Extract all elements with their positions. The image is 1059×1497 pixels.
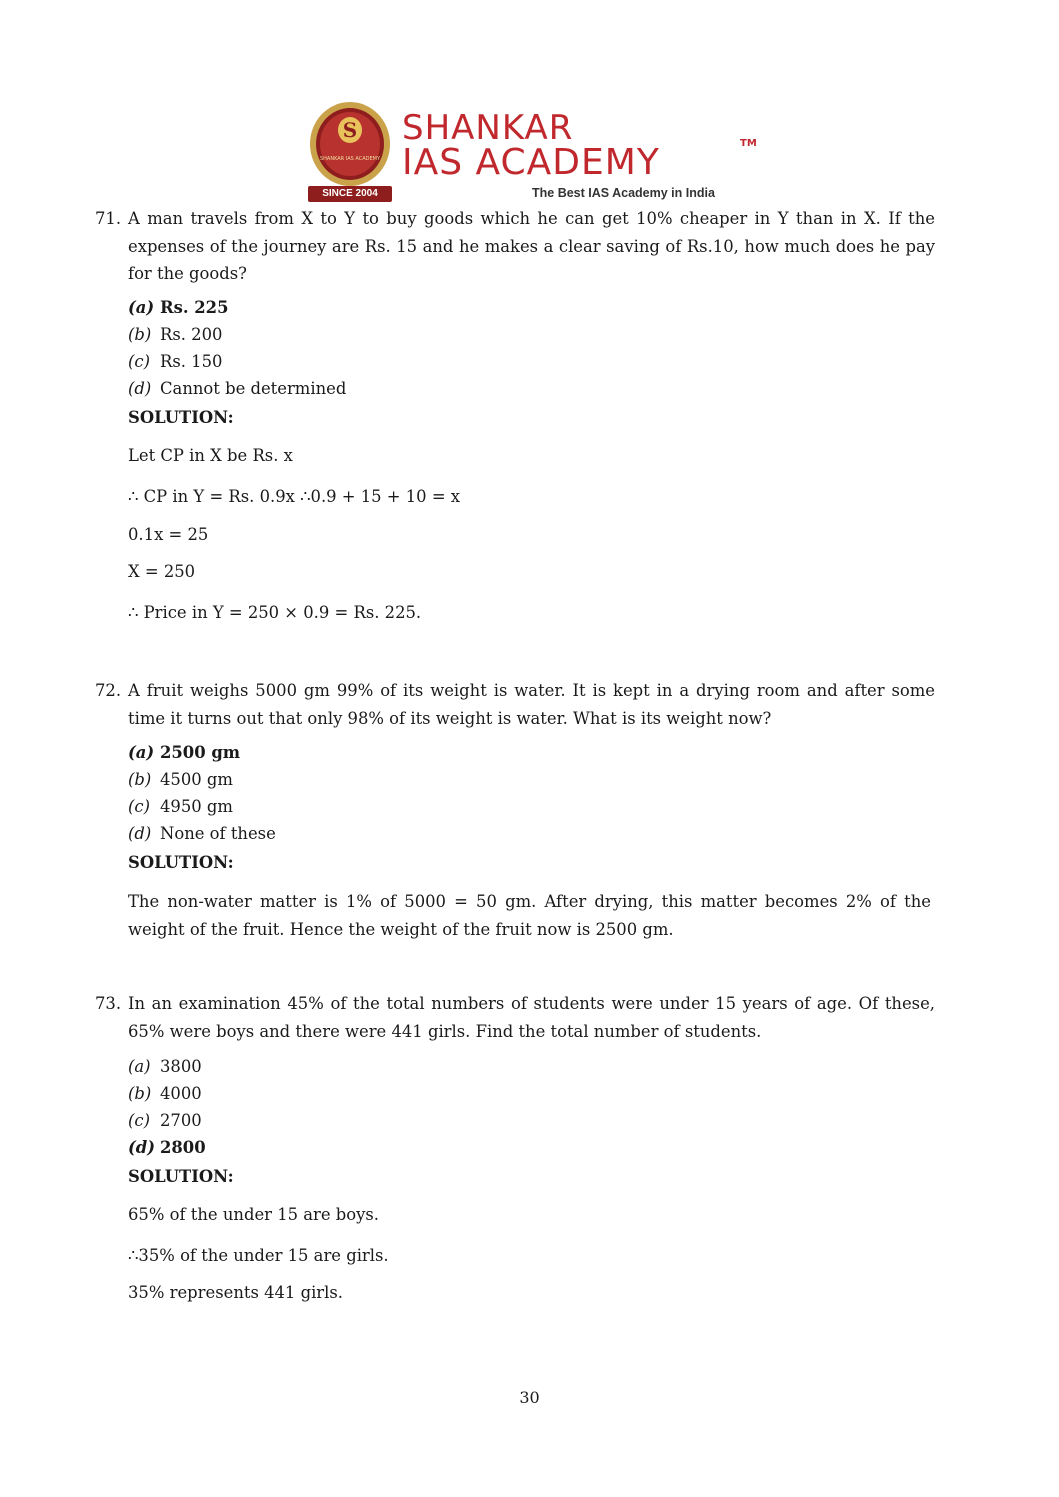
option-label: (a)	[128, 298, 155, 317]
question-71	[95, 205, 935, 288]
question-73	[95, 990, 935, 1045]
academy-emblem-icon	[305, 100, 395, 192]
solution-heading: SOLUTION:	[128, 853, 234, 872]
option-text: None of these	[160, 824, 276, 843]
solution-paragraph: The non-water matter is 1% of 5000 = 50 gm. After drying, this matter becomes 2% of the weight of the fruit. Hence the weight of the fruit now is 2500 gm.	[128, 892, 931, 939]
option-label: (c)	[128, 797, 150, 816]
option-label: (b)	[128, 770, 152, 789]
option-c	[128, 1111, 202, 1130]
question-number: 72.	[95, 681, 122, 700]
trademark-mark: TM	[740, 138, 757, 149]
option-text: Rs. 200	[160, 325, 223, 344]
question-72	[95, 677, 935, 732]
question-text: In an examination 45% of the total numbers of students were under 15 years of age. Of these, 65% were boys and there were 441 girls. Find the total number of students.	[128, 994, 935, 1041]
option-a	[128, 298, 228, 317]
option-a	[128, 1057, 202, 1076]
option-text: 2700	[160, 1111, 202, 1130]
option-text: 3800	[160, 1057, 202, 1076]
brand-name-line2: IAS ACADEMY	[402, 142, 660, 183]
solution-line: ∴ CP in Y = Rs. 0.9x ∴0.9 + 15 + 10 = x	[128, 487, 461, 506]
academy-logo	[300, 98, 762, 202]
option-text: 4950 gm	[160, 797, 233, 816]
option-text: 4000	[160, 1084, 202, 1103]
solution-line: ∴35% of the under 15 are girls.	[128, 1246, 389, 1265]
option-label: (c)	[128, 1111, 150, 1130]
option-b	[128, 1084, 202, 1103]
option-label: (b)	[128, 1084, 152, 1103]
solution-line: 35% represents 441 girls.	[128, 1283, 344, 1302]
emblem-text: SHANKAR IAS ACADEMY	[319, 156, 381, 162]
option-text: Cannot be determined	[160, 379, 347, 398]
brand-name-line1: SHANKAR	[402, 108, 574, 148]
since-badge: SINCE 2004	[308, 186, 392, 202]
option-c	[128, 352, 222, 371]
option-a	[128, 743, 240, 762]
emblem-letter: S	[342, 118, 358, 142]
option-text: 2800	[160, 1138, 206, 1157]
tagline: The Best IAS Academy in India	[532, 186, 715, 200]
page-number: 30	[519, 1388, 540, 1407]
solution-heading: SOLUTION:	[128, 408, 234, 427]
solution-line: X = 250	[128, 562, 196, 581]
option-label: (a)	[128, 743, 155, 762]
option-d	[128, 1138, 206, 1157]
option-c	[128, 797, 233, 816]
option-text: 4500 gm	[160, 770, 233, 789]
option-d	[128, 379, 346, 398]
option-label: (a)	[128, 1057, 151, 1076]
option-label: (d)	[128, 1138, 155, 1157]
option-label: (d)	[128, 379, 152, 398]
option-label: (b)	[128, 325, 152, 344]
solution-heading: SOLUTION:	[128, 1167, 234, 1186]
option-b	[128, 325, 222, 344]
question-text: A man travels from X to Y to buy goods which he can get 10% cheaper in Y than in X. If the expenses of the journey are Rs. 15 and he makes a clear saving of Rs.10, how much does he pay for the goods?	[128, 209, 935, 283]
solution-line: Let CP in X be Rs. x	[128, 446, 293, 465]
question-number: 71.	[95, 209, 122, 228]
option-b	[128, 770, 233, 789]
option-d	[128, 824, 276, 843]
option-text: Rs. 225	[160, 298, 229, 317]
option-label: (d)	[128, 824, 152, 843]
option-text: 2500 gm	[160, 743, 241, 762]
solution-line: 0.1x = 25	[128, 525, 209, 544]
question-text: A fruit weighs 5000 gm 99% of its weight is water. It is kept in a drying room and after some time it turns out that only 98% of its weight is water. What is its weight now?	[128, 681, 935, 728]
solution-line: ∴ Price in Y = 250 × 0.9 = Rs. 225.	[128, 603, 422, 622]
option-label: (c)	[128, 352, 150, 371]
question-number: 73.	[95, 994, 122, 1013]
option-text: Rs. 150	[160, 352, 223, 371]
solution-line: 65% of the under 15 are boys.	[128, 1205, 380, 1224]
